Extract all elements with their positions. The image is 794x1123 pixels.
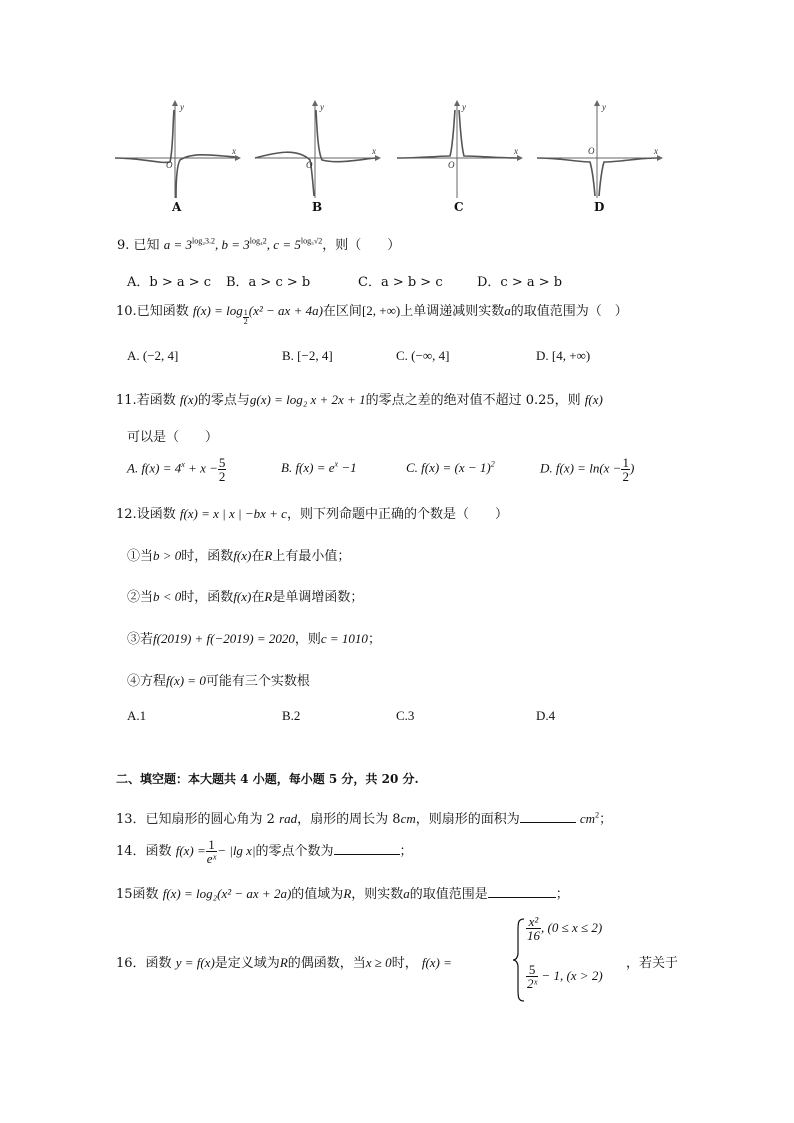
- statement-text: 在: [251, 549, 265, 564]
- q11-opt-c-text: C. f(x) = (x − 1): [406, 460, 491, 475]
- q11-opt-a-text: A. f(x) = 4: [127, 460, 182, 476]
- x-axis-label: x: [232, 146, 236, 156]
- q15-text-c: ，则实数: [351, 887, 404, 902]
- q11-opt-a-den: 2: [218, 469, 226, 484]
- q11-opt-d-num: 1: [622, 455, 629, 470]
- statement-text: 时，函数: [181, 590, 234, 605]
- q11-text-c: 的零点之差的绝对值不超过 0.25，则: [365, 393, 581, 408]
- q9-option-b[interactable]: B．a > c > b: [226, 275, 311, 290]
- q16-text: 函数: [145, 956, 172, 971]
- statement-text: 时，函数: [181, 549, 234, 564]
- q16-stem: [116, 952, 452, 971]
- graph-label-b: B: [312, 200, 323, 214]
- y-axis-label: y: [602, 102, 606, 112]
- q14-number: 14．: [116, 844, 146, 859]
- q13-rad: rad: [279, 811, 298, 826]
- graph-label-c: C: [454, 200, 464, 214]
- statement-math: b > 0: [153, 548, 182, 563]
- q11-opt-b-text: B. f(x) = e: [281, 460, 335, 475]
- q10-text-b: 在区间: [322, 304, 362, 319]
- q10-base-denominator: 2: [243, 317, 248, 326]
- q9-text: 已知: [133, 238, 160, 253]
- q14-func: f(x) =: [175, 843, 206, 858]
- x-axis-label: x: [654, 146, 658, 156]
- q14-frac: [206, 838, 217, 865]
- graph-c: [394, 100, 524, 200]
- q13-unit: cm: [579, 811, 596, 826]
- q10-arg: (x² − ax + 4a): [248, 303, 323, 318]
- q13-stem: [116, 808, 612, 827]
- q11-opt-a-mid: + x −: [184, 460, 218, 476]
- q16-case-2-frac: [526, 963, 538, 990]
- x-axis-label: x: [372, 146, 376, 156]
- q16-number: 16．: [116, 956, 146, 971]
- q12-text: 设函数: [136, 507, 176, 522]
- q12-statement-1: [127, 545, 350, 564]
- q15-text: 函数: [132, 887, 159, 902]
- q11-opt-b-post: −1: [338, 460, 357, 475]
- q11-text: 若函数: [136, 393, 176, 408]
- q9-option-c[interactable]: C．a > b > c: [358, 275, 443, 290]
- q11-opt-d-den: 2: [622, 469, 629, 484]
- q9-option-a[interactable]: A．b > a > c: [127, 275, 212, 290]
- q11-opt-b-sup: x: [334, 459, 339, 469]
- y-axis-label: y: [320, 102, 324, 112]
- q9-tail: ，则（ ）: [322, 238, 401, 253]
- q15-text-b: 的值域为: [291, 887, 344, 902]
- q10-option-d[interactable]: D. [4, +∞): [536, 348, 591, 363]
- q9-expr-b: , b = 3: [215, 237, 250, 252]
- statement-text: ①当: [127, 549, 154, 564]
- q15-var: a: [403, 886, 410, 901]
- q9-number: 9.: [117, 238, 134, 253]
- q9-option-d[interactable]: D．c > a > b: [477, 275, 563, 290]
- q9-exp-c: log₅√2: [300, 236, 323, 246]
- q9-stem: [117, 234, 400, 253]
- q11-stem: [116, 389, 603, 408]
- graph-a: [112, 100, 242, 200]
- q16-case-1-num: x²: [526, 915, 541, 929]
- statement-math: f(x): [233, 548, 252, 563]
- statement-math: R: [264, 548, 273, 563]
- q10-var: a: [504, 303, 511, 318]
- q11-opt-d-post: ): [629, 460, 635, 476]
- q10-interval: [2, +∞): [361, 303, 401, 318]
- q10-func: f(x) = log: [192, 303, 243, 318]
- origin-label: O: [166, 160, 173, 170]
- q13-text-b: ，扇形的周长为 8: [297, 812, 401, 827]
- graph-row: [112, 100, 672, 218]
- q12-option-d[interactable]: D.4: [536, 708, 556, 723]
- q15-R: R: [343, 886, 352, 901]
- statement-math: f(x) = 0: [166, 673, 206, 688]
- q13-number: 13．: [116, 812, 146, 827]
- q11-line2: 可以是（ ）: [127, 430, 219, 445]
- q9-exp-a: log₂3.2: [191, 236, 215, 246]
- q10-base-numerator: 1: [243, 308, 248, 317]
- q12-number: 12.: [116, 507, 137, 522]
- q11-option-d[interactable]: [540, 456, 634, 483]
- statement-text: 是单调增函数；: [272, 590, 364, 605]
- q11-opt-d-frac: [621, 456, 630, 483]
- q16-case-2-den: 2ˣ: [527, 976, 538, 991]
- q16-text-c: 的偶函数，当: [287, 956, 366, 971]
- q16-fx: f(x) =: [421, 955, 452, 970]
- q9-expr-a: a = 3: [163, 237, 192, 252]
- statement-text: ；: [367, 632, 381, 647]
- x-axis-label: x: [514, 146, 518, 156]
- q11-fx2: f(x): [584, 392, 603, 407]
- q10-option-a[interactable]: A. (−2, 4]: [127, 348, 179, 363]
- q16-tail: ，若关于: [626, 956, 679, 971]
- q13-text-c: ，则扇形的面积为: [415, 812, 520, 827]
- q12-text-b: ，则下列命题中正确的个数是（ ）: [286, 507, 508, 522]
- q15-answer-blank[interactable]: [488, 885, 556, 898]
- q11-fx: f(x): [179, 392, 198, 407]
- statement-text: 在: [251, 590, 265, 605]
- statement-text: ②当: [127, 590, 154, 605]
- q15-stem: [116, 883, 569, 902]
- statement-text: ，则: [294, 632, 321, 647]
- q16-case-2-num: 5: [526, 963, 538, 977]
- q11-opt-d-text: D. f(x) = ln(x −: [540, 460, 622, 476]
- q16-brace: [512, 917, 526, 1003]
- graph-label-d: D: [594, 200, 605, 214]
- q12-func: f(x) = x | x | −bx + c: [179, 506, 287, 521]
- statement-text: ④方程: [127, 674, 167, 689]
- statement-math: f(x): [233, 589, 252, 604]
- q11-opt-a-frac: [218, 456, 227, 483]
- q16-func: y = f(x): [175, 955, 215, 970]
- q15-number: 15: [116, 887, 133, 902]
- origin-label: O: [306, 160, 313, 170]
- q14-stem: [116, 838, 413, 865]
- q13-tail: ；: [599, 812, 613, 827]
- q11-text-b: 的零点与: [197, 393, 250, 408]
- statement-math: c = 1010: [320, 631, 368, 646]
- statement-math: f(2019) + f(−2019) = 2020: [153, 631, 295, 646]
- statement-math: b < 0: [153, 589, 182, 604]
- q14-func-post: − |lg x|: [217, 843, 256, 858]
- q16-case-1: [526, 915, 602, 942]
- q14-text: 函数: [145, 844, 172, 859]
- q10-option-b[interactable]: B. [−2, 4]: [282, 348, 333, 363]
- y-axis-label: y: [180, 102, 184, 112]
- q16-case-1-den: 16: [527, 928, 540, 943]
- q16-case-2: [526, 963, 603, 990]
- q11-opt-a-sup: x: [181, 460, 185, 470]
- q15-tail: ；: [555, 887, 569, 902]
- q15-func: f(x) = log₂(x² − ax + 2a): [162, 886, 292, 901]
- q13-text: 已知扇形的圆心角为 2: [145, 812, 275, 827]
- q13-cm: cm: [400, 811, 416, 826]
- q14-frac-num: 1: [206, 838, 217, 852]
- q11-gx: g(x) = log₂ x + 2x + 1: [249, 392, 366, 407]
- q10-text-c: 上单调递减则实数: [400, 304, 505, 319]
- y-axis-label: y: [462, 102, 466, 112]
- statement-math: R: [264, 589, 273, 604]
- q10-text-d: 的取值范围为（ ）: [510, 304, 628, 319]
- q12-stem: [116, 503, 508, 522]
- q11-option-c[interactable]: [406, 460, 495, 476]
- statement-text: ③若: [127, 632, 154, 647]
- q10-text: 已知函数: [136, 304, 189, 319]
- q9-exp-b: log₄2: [249, 236, 267, 246]
- q16-cond: x ≥ 0: [365, 955, 392, 970]
- q11-opt-c-sup: 2: [490, 459, 495, 469]
- q11-option-b[interactable]: [281, 460, 357, 476]
- q14-answer-blank[interactable]: [334, 842, 400, 855]
- q12-statement-4: [127, 670, 310, 689]
- q14-frac-den: eˣ: [206, 851, 217, 866]
- q16-R: R: [279, 955, 288, 970]
- graph-label-a: A: [172, 200, 182, 214]
- q9-expr-c: , c = 5: [266, 237, 301, 252]
- q10-number: 10.: [116, 304, 137, 319]
- q12-option-b[interactable]: B.2: [282, 708, 301, 723]
- q16-case-2-tail: − 1, (x > 2): [538, 968, 603, 983]
- q16-text-b: 是定义域为: [214, 956, 280, 971]
- origin-label: O: [588, 146, 595, 156]
- q10-stem: [116, 300, 628, 326]
- q15-text-d: 的取值范围是: [409, 887, 488, 902]
- q16-case-1-frac: [526, 915, 541, 942]
- q11-opt-a-num: 5: [218, 455, 226, 470]
- q12-option-c[interactable]: C.3: [396, 708, 415, 723]
- q12-statement-2: [127, 586, 363, 605]
- statement-text: 可能有三个实数根: [205, 674, 310, 689]
- q13-answer-blank[interactable]: [520, 810, 576, 823]
- q13-unit-sup: 2: [595, 810, 600, 820]
- q12-statement-3: [127, 628, 381, 647]
- section-2-title: 二、填空题：本大题共 4 小题，每小题 5 分，共 20 分.: [116, 772, 419, 786]
- q10-option-c[interactable]: C. (−∞, 4]: [396, 348, 450, 363]
- q14-text-b: 的零点个数为: [255, 844, 334, 859]
- origin-label: O: [448, 160, 455, 170]
- q14-tail: ；: [399, 844, 413, 859]
- graph-b: [252, 100, 382, 200]
- q12-option-a[interactable]: A.1: [127, 708, 147, 723]
- q11-number: 11.: [116, 393, 137, 408]
- q16-text-d: 时，: [391, 956, 418, 971]
- q16-case-1-cond: , (0 ≤ x ≤ 2): [541, 920, 603, 935]
- graph-d: [534, 100, 664, 200]
- statement-text: 上有最小值；: [272, 549, 351, 564]
- q11-option-a[interactable]: [127, 456, 226, 483]
